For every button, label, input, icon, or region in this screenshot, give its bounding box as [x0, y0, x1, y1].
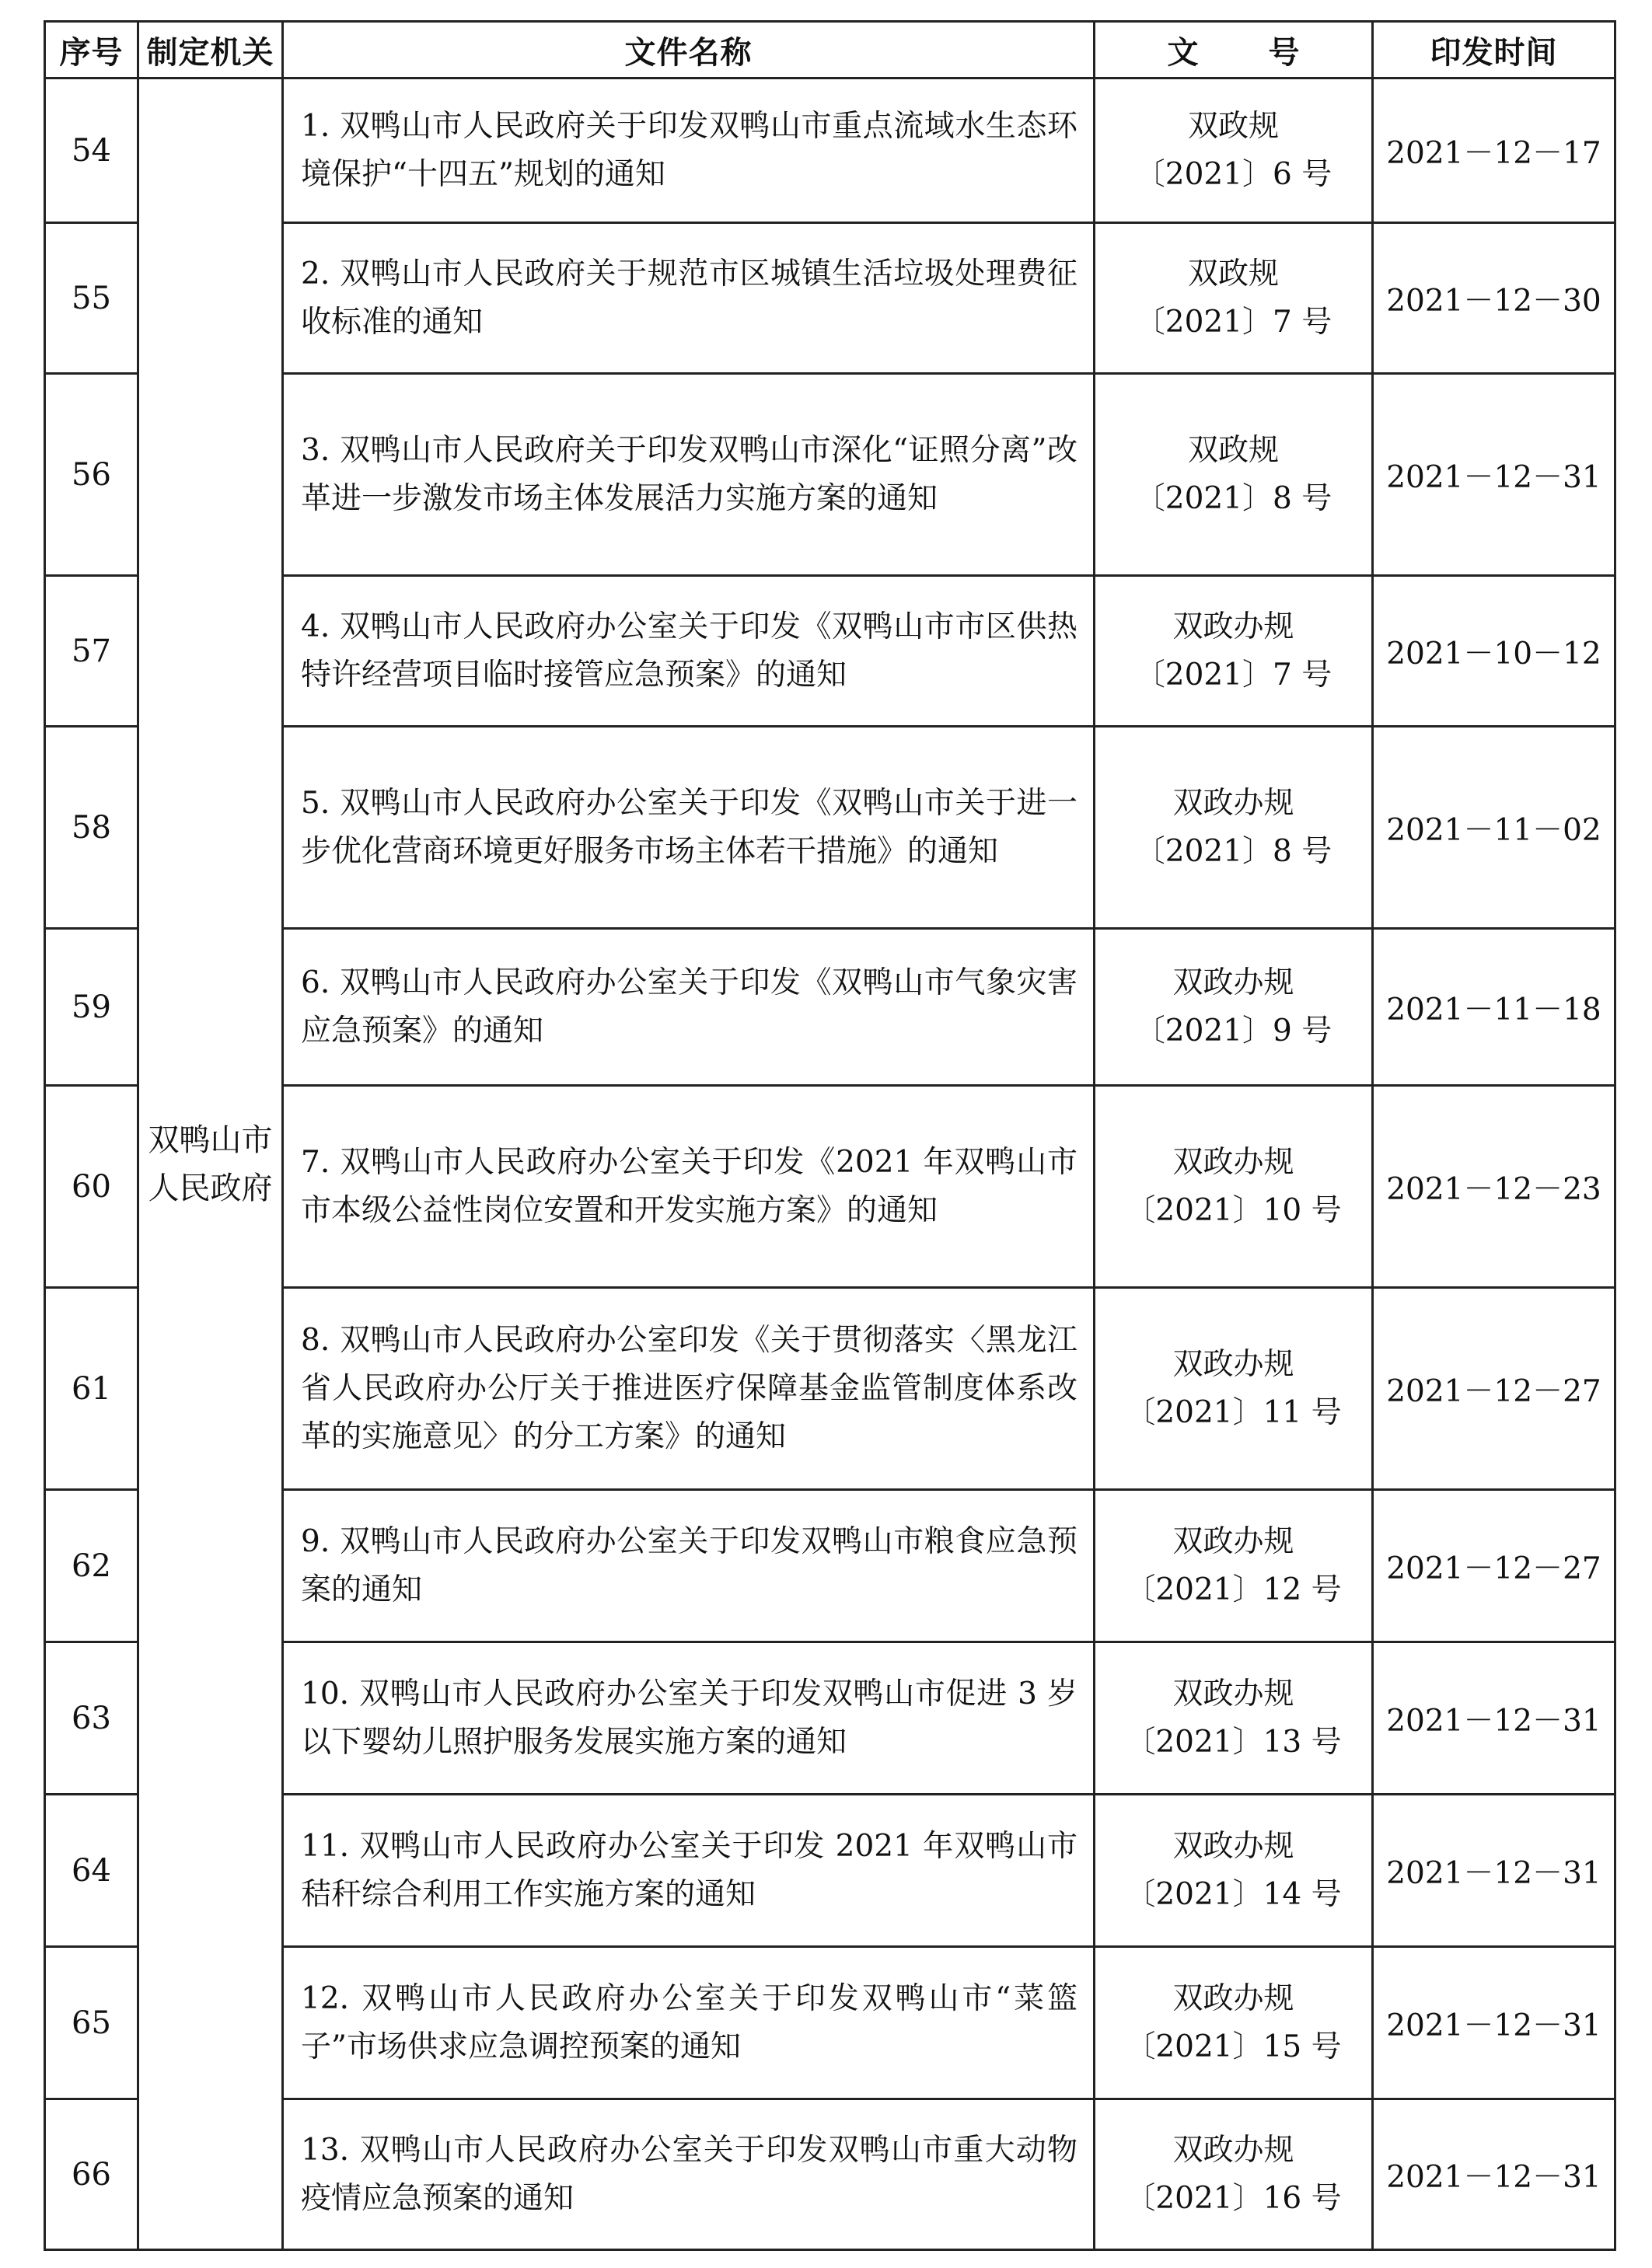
- doc-prefix: 双政办规: [1172, 785, 1294, 821]
- doc-number: 〔2021〕14 号: [1125, 1876, 1342, 1912]
- row-title: 1. 双鸭山市人民政府关于印发双鸭山市重点流域水生态环境保护“十四五”规划的通知: [283, 79, 1095, 223]
- doc-number: 〔2021〕13 号: [1125, 1724, 1342, 1760]
- row-title: 13. 双鸭山市人民政府办公室关于印发双鸭山市重大动物疫情应急预案的通知: [283, 2099, 1095, 2250]
- doc-prefix: 双政办规: [1172, 1980, 1294, 2016]
- row-date: 2021－12－31: [1373, 374, 1615, 576]
- row-seq: 54: [45, 79, 138, 223]
- doc-number: 〔2021〕9 号: [1134, 1013, 1332, 1049]
- doc-number: 〔2021〕11 号: [1125, 1394, 1342, 1430]
- row-doc-number: [1095, 1288, 1373, 1490]
- table-header-row: [45, 22, 1615, 79]
- org-name-cell: 双鸭山市人民政府: [138, 79, 283, 2250]
- row-date: 2021－12－23: [1373, 1086, 1615, 1288]
- row-title: 6. 双鸭山市人民政府办公室关于印发《双鸭山市气象灾害应急预案》的通知: [283, 929, 1095, 1086]
- row-doc-number: [1095, 2099, 1373, 2250]
- doc-prefix: 双政办规: [1172, 2132, 1294, 2168]
- row-doc-number: [1095, 1086, 1373, 1288]
- header-title: 文件名称: [283, 22, 1095, 79]
- row-title: 3. 双鸭山市人民政府关于印发双鸭山市深化“证照分离”改革进一步激发市场主体发展活力实施方案的通知: [283, 374, 1095, 576]
- doc-prefix: 双政办规: [1172, 1676, 1294, 1711]
- row-seq: 56: [45, 374, 138, 576]
- doc-prefix: 双政办规: [1172, 1828, 1294, 1864]
- header-org: 制定机关: [138, 22, 283, 79]
- row-date: 2021－12－30: [1373, 223, 1615, 374]
- header-number: 文号: [1095, 22, 1373, 79]
- row-doc-number: [1095, 1795, 1373, 1947]
- row-doc-number: [1095, 79, 1373, 223]
- row-date: 2021－12－31: [1373, 2099, 1615, 2250]
- row-title: 7. 双鸭山市人民政府办公室关于印发《2021 年双鸭山市市本级公益性岗位安置和开发实施方案》的通知: [283, 1086, 1095, 1288]
- row-seq: 58: [45, 727, 138, 929]
- header-seq: 序号: [45, 22, 138, 79]
- row-date: 2021－10－12: [1373, 576, 1615, 727]
- doc-number: 〔2021〕6 号: [1134, 156, 1332, 192]
- row-date: 2021－12－17: [1373, 79, 1615, 223]
- row-date: 2021－12－27: [1373, 1490, 1615, 1642]
- row-seq: 59: [45, 929, 138, 1086]
- row-doc-number: [1095, 576, 1373, 727]
- row-date: 2021－11－18: [1373, 929, 1615, 1086]
- row-seq: 61: [45, 1288, 138, 1490]
- row-seq: 66: [45, 2099, 138, 2250]
- row-seq: 62: [45, 1490, 138, 1642]
- row-title: 9. 双鸭山市人民政府办公室关于印发双鸭山市粮食应急预案的通知: [283, 1490, 1095, 1642]
- doc-prefix: 双政规: [1187, 108, 1279, 144]
- row-doc-number: [1095, 1490, 1373, 1642]
- doc-number: 〔2021〕16 号: [1125, 2180, 1342, 2216]
- row-title: 10. 双鸭山市人民政府办公室关于印发双鸭山市促进 3 岁以下婴幼儿照护服务发展实施方案的通知: [283, 1642, 1095, 1795]
- row-doc-number: [1095, 223, 1373, 374]
- row-doc-number: [1095, 1947, 1373, 2099]
- doc-prefix: 双政办规: [1172, 609, 1294, 644]
- row-title: 12. 双鸭山市人民政府办公室关于印发双鸭山市“菜篮子”市场供求应急调控预案的通知: [283, 1947, 1095, 2099]
- row-date: 2021－12－31: [1373, 1642, 1615, 1795]
- row-seq: 63: [45, 1642, 138, 1795]
- doc-number: 〔2021〕12 号: [1125, 1572, 1342, 1607]
- row-date: 2021－12－31: [1373, 1947, 1615, 2099]
- header-date: 印发时间: [1373, 22, 1615, 79]
- row-title: 5. 双鸭山市人民政府办公室关于印发《双鸭山市关于进一步优化营商环境更好服务市场主体若干措施》的通知: [283, 727, 1095, 929]
- row-seq: 55: [45, 223, 138, 374]
- doc-number: 〔2021〕8 号: [1134, 480, 1332, 516]
- doc-prefix: 双政办规: [1172, 1346, 1294, 1382]
- doc-number: 〔2021〕7 号: [1134, 657, 1332, 693]
- row-seq: 65: [45, 1947, 138, 2099]
- row-title: 11. 双鸭山市人民政府办公室关于印发 2021 年双鸭山市秸秆综合利用工作实施方案的通知: [283, 1795, 1095, 1947]
- row-seq: 64: [45, 1795, 138, 1947]
- doc-prefix: 双政办规: [1172, 965, 1294, 1000]
- table-row: [45, 79, 1615, 223]
- row-seq: 60: [45, 1086, 138, 1288]
- doc-prefix: 双政规: [1187, 256, 1279, 291]
- doc-number: 〔2021〕10 号: [1125, 1192, 1342, 1228]
- doc-prefix: 双政办规: [1172, 1523, 1294, 1559]
- regulation-documents-table: [44, 20, 1616, 2251]
- row-seq: 57: [45, 576, 138, 727]
- row-date: 2021－11－02: [1373, 727, 1615, 929]
- document-page: [44, 20, 1614, 2246]
- row-doc-number: [1095, 374, 1373, 576]
- doc-prefix: 双政办规: [1172, 1144, 1294, 1180]
- row-date: 2021－12－27: [1373, 1288, 1615, 1490]
- row-doc-number: [1095, 1642, 1373, 1795]
- row-doc-number: [1095, 727, 1373, 929]
- row-title: 2. 双鸭山市人民政府关于规范市区城镇生活垃圾处理费征收标准的通知: [283, 223, 1095, 374]
- row-title: 8. 双鸭山市人民政府办公室印发《关于贯彻落实〈黑龙江省人民政府办公厅关于推进医疗保障基金监管制度体系改革的实施意见〉的分工方案》的通知: [283, 1288, 1095, 1490]
- row-date: 2021－12－31: [1373, 1795, 1615, 1947]
- doc-number: 〔2021〕15 号: [1125, 2029, 1342, 2064]
- doc-number: 〔2021〕8 号: [1134, 833, 1332, 869]
- doc-prefix: 双政规: [1187, 432, 1279, 468]
- doc-number: 〔2021〕7 号: [1134, 304, 1332, 340]
- row-doc-number: [1095, 929, 1373, 1086]
- row-title: 4. 双鸭山市人民政府办公室关于印发《双鸭山市市区供热特许经营项目临时接管应急预案》的通知: [283, 576, 1095, 727]
